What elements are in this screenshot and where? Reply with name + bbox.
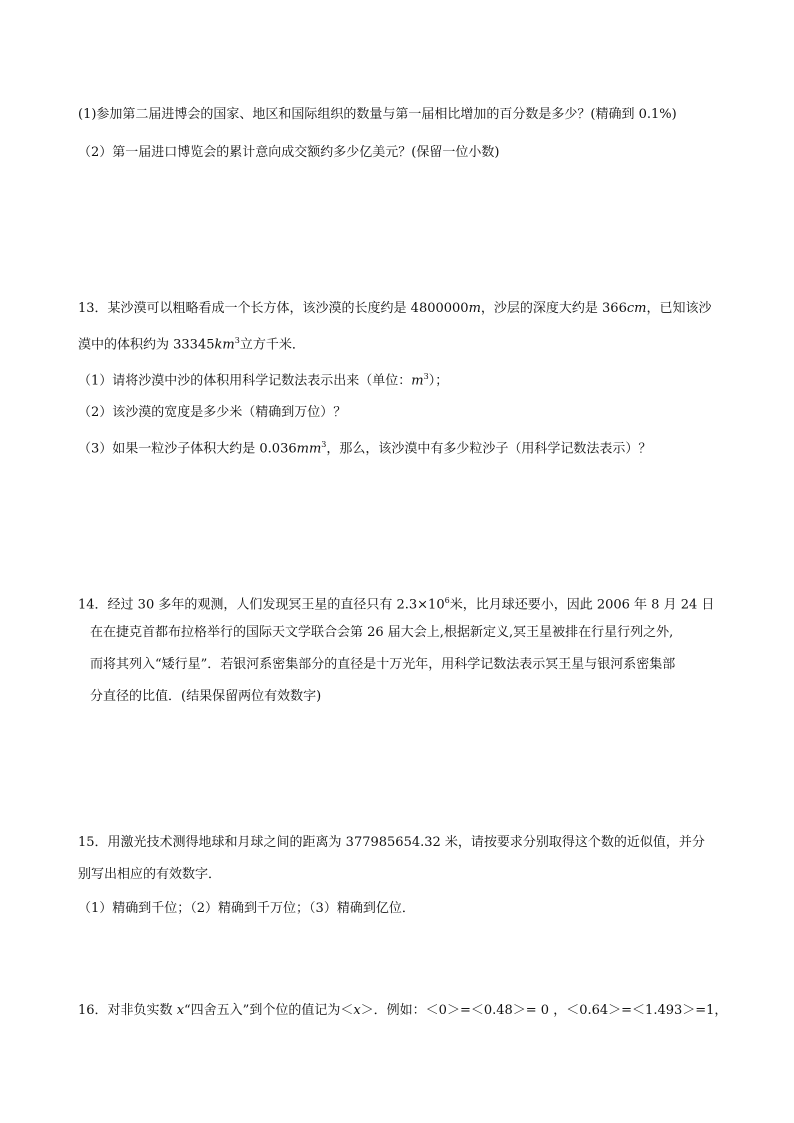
q16-line1 <box>78 1002 727 1020</box>
q12-sub1-text: (1)参加第二届进博会的国家、地区和国际组织的数量与第一届相比增加的百分数是多少？(精确到 0.1%) <box>78 107 677 122</box>
q16-var-x2: x <box>353 1003 361 1018</box>
q15-line1 <box>78 834 705 852</box>
q13-line1-b: ，沙层的深度大约是 366 <box>480 301 627 316</box>
q13-line2 <box>78 332 305 354</box>
q14-line4-text: 分直径的比值．(结果保留两位有效数字) <box>90 689 322 704</box>
q12-sub2-text: （2）第一届进口博览会的累计意向成交额约多少亿美元？(保留一位小数) <box>78 145 500 160</box>
q15-line3-text: （1）精确到千位；（2）精确到千万位；（3）精确到亿位． <box>78 901 415 916</box>
q14-line2-text: 在在捷克首都布拉格举行的国际天文学联合会第 26 届大会上,根据新定义,冥王星被排在行星行列之外, <box>90 625 674 640</box>
q12-sub2 <box>78 144 499 162</box>
q13-line1 <box>78 300 711 318</box>
q13-sub2-text: （2）该沙漠的宽度是多少米（精确到万位）？ <box>78 405 347 420</box>
q15-line1-text: 15．用激光技术测得地球和月球之间的距离为 377985654.32 米，请按要求分别取得这个数的近似值，并分 <box>78 835 705 850</box>
q16-line1-b: “四舍五入”到个位的值记为＜ <box>184 1003 354 1018</box>
q13-line1-a: 13．某沙漠可以粗略看成一个长方体，该沙漠的长度约是 4800000 <box>78 301 469 316</box>
q16-line1-a: 16．对非负实数 <box>78 1003 177 1018</box>
q14-line1-sup: 6 <box>444 596 450 605</box>
q14-line3-text: 而将其列入“矮行星”．若银河系密集部分的直径是十万光年，用科学记数法表示冥王星与银河系密集部 <box>90 657 676 672</box>
q13-sub1-a: （1）请将沙漠中沙的体积用科学记数法表示出来（单位： <box>78 373 412 389</box>
q15-line3 <box>78 900 415 918</box>
q14-line4 <box>90 688 321 706</box>
q13-sub3-sup: 3 <box>321 440 327 449</box>
q13-line2-sup: 3 <box>234 336 240 345</box>
q13-unit-cm: cm <box>626 301 647 316</box>
q14-line2 <box>90 624 673 642</box>
q13-sub1 <box>78 368 448 390</box>
q13-sub1-b: ）； <box>428 373 449 389</box>
q13-line2-a: 漠中的体积约为 33345 <box>78 337 215 353</box>
q13-unit-m: m <box>468 301 481 316</box>
q13-sub3 <box>78 436 651 458</box>
q15-line2-text: 别写出相应的有效数字． <box>78 867 222 882</box>
q13-sub3-b: ，那么，该沙漠中有多少粒沙子（用科学记数法表示）？ <box>326 441 652 457</box>
q13-sub3-unit: mm <box>296 441 322 457</box>
q14-line1-a: 14．经过 30 多年的观测，人们发现冥王星的直径只有 2.3×10 <box>78 597 445 613</box>
q15-line2 <box>78 866 221 884</box>
q16-line1-c: ＞．例如：＜0＞=＜0.48＞= 0 ，＜0.64＞=＜1.493＞=1， <box>360 1003 728 1018</box>
q16-var-x: x <box>176 1003 185 1018</box>
q12-sub1 <box>78 106 677 124</box>
q13-sub3-a: （3）如果一粒沙子体积大约是 0.036 <box>78 441 297 457</box>
q14-line1 <box>78 592 714 614</box>
q13-sub1-sup: 3 <box>423 372 429 381</box>
q13-line1-c: ，已知该沙 <box>646 301 712 316</box>
q14-line3 <box>90 656 675 674</box>
q13-line2-b: 立方千米． <box>239 337 305 353</box>
q13-unit-km: km <box>214 337 235 353</box>
q14-line1-b: 米，比月球还要小，因此 2006 年 8 月 24 日 <box>449 597 715 613</box>
q13-sub1-unit: m <box>411 373 424 389</box>
q13-sub2 <box>78 404 346 422</box>
